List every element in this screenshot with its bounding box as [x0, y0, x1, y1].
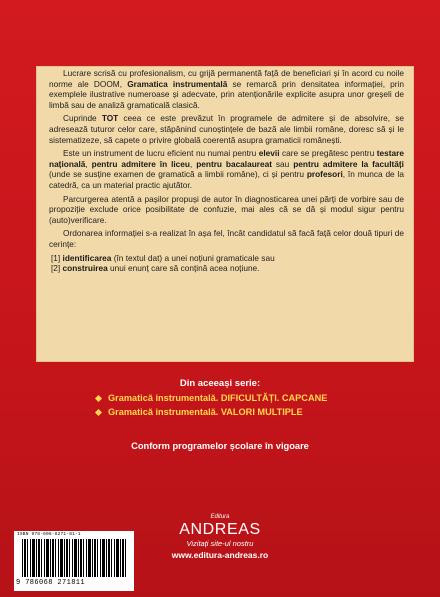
barcode-digits: 9 786068 271811 [16, 579, 86, 587]
curriculum-note: Conform programelor școlare în vigoare [131, 441, 309, 451]
list-item-2: [2] construirea unui enunț care să conțină acea noțiune. [51, 263, 260, 274]
series-title: Din aceeași serie: [179, 378, 261, 389]
publisher-label: Editura [210, 514, 230, 520]
publisher-tagline: Vizitați site-ul nostru [186, 539, 254, 548]
paragraph-2: Cuprinde TOT ceea ce este prevăzut în programele de admitere și de absolvire, se adresează tuturor celor care, stăpânind cunoștințele de bază ale limbii române, doresc să și le sistematizeze, să capete o privire globală coerentă asupra gramaticii românești. [49, 113, 404, 145]
publisher-website-link[interactable]: www.editura-andreas.ro [171, 550, 269, 560]
paragraph-5: Ordonarea informației s-a realizat în așa fel, încât candidatul să facă față celor două tipuri de cerințe: [49, 228, 404, 249]
book-title-bold: Gramatica instrumentală [127, 78, 228, 89]
paragraph-4: Parcurgerea atentă a pașilor propuși de autor în diagnosticarea unei părți de vorbire sau de propoziție exclude orice posibilitate de confuzie, mai ales că se dă și modul sigur pentru (auto)verificare. [49, 193, 404, 225]
description-text [49, 68, 404, 274]
paragraph-3: Este un instrument de lucru eficient nu numai pentru elevii care se pregătesc pentru testare națională, pentru admitere în liceu, pentru bacalaureat sau pentru admitere la facultăți (unde se susține examen de gramatică a limbii române), ci și pentru profesori, în munca de la catedră, ca un material practic ajutător. [49, 148, 405, 190]
diamond-bullet-icon [95, 408, 102, 415]
tot-bold: TOT [101, 113, 119, 124]
list-item-1: [1] identificarea (în textul dat) a unei noțiuni gramaticale sau [51, 252, 275, 263]
series-item: Gramatică instrumentală. DIFICULTĂȚI. CAPCANE [96, 391, 327, 405]
diamond-bullet-icon [95, 394, 102, 401]
series-item: Gramatică instrumentală. VALORI MULTIPLE [96, 405, 327, 419]
series-list [96, 391, 327, 419]
publisher-block [0, 514, 440, 561]
publisher-name: ANDREAS [179, 521, 261, 538]
isbn-text: ISBN 978-606-8271-81-1 [17, 532, 81, 537]
paragraph-1: Lucrare scrisă cu profesionalism, cu grijă permanentă față de beneficiari și în acord cu noile norme ale DOOM, Gramatica instrumentală se remarcă prin densitatea informației, prin exemplele ilustrative numeroase și adecvate, prin atenționările explicite asupra unor greșeli de limbă sau de analiză gramaticală clasică. [49, 68, 405, 110]
